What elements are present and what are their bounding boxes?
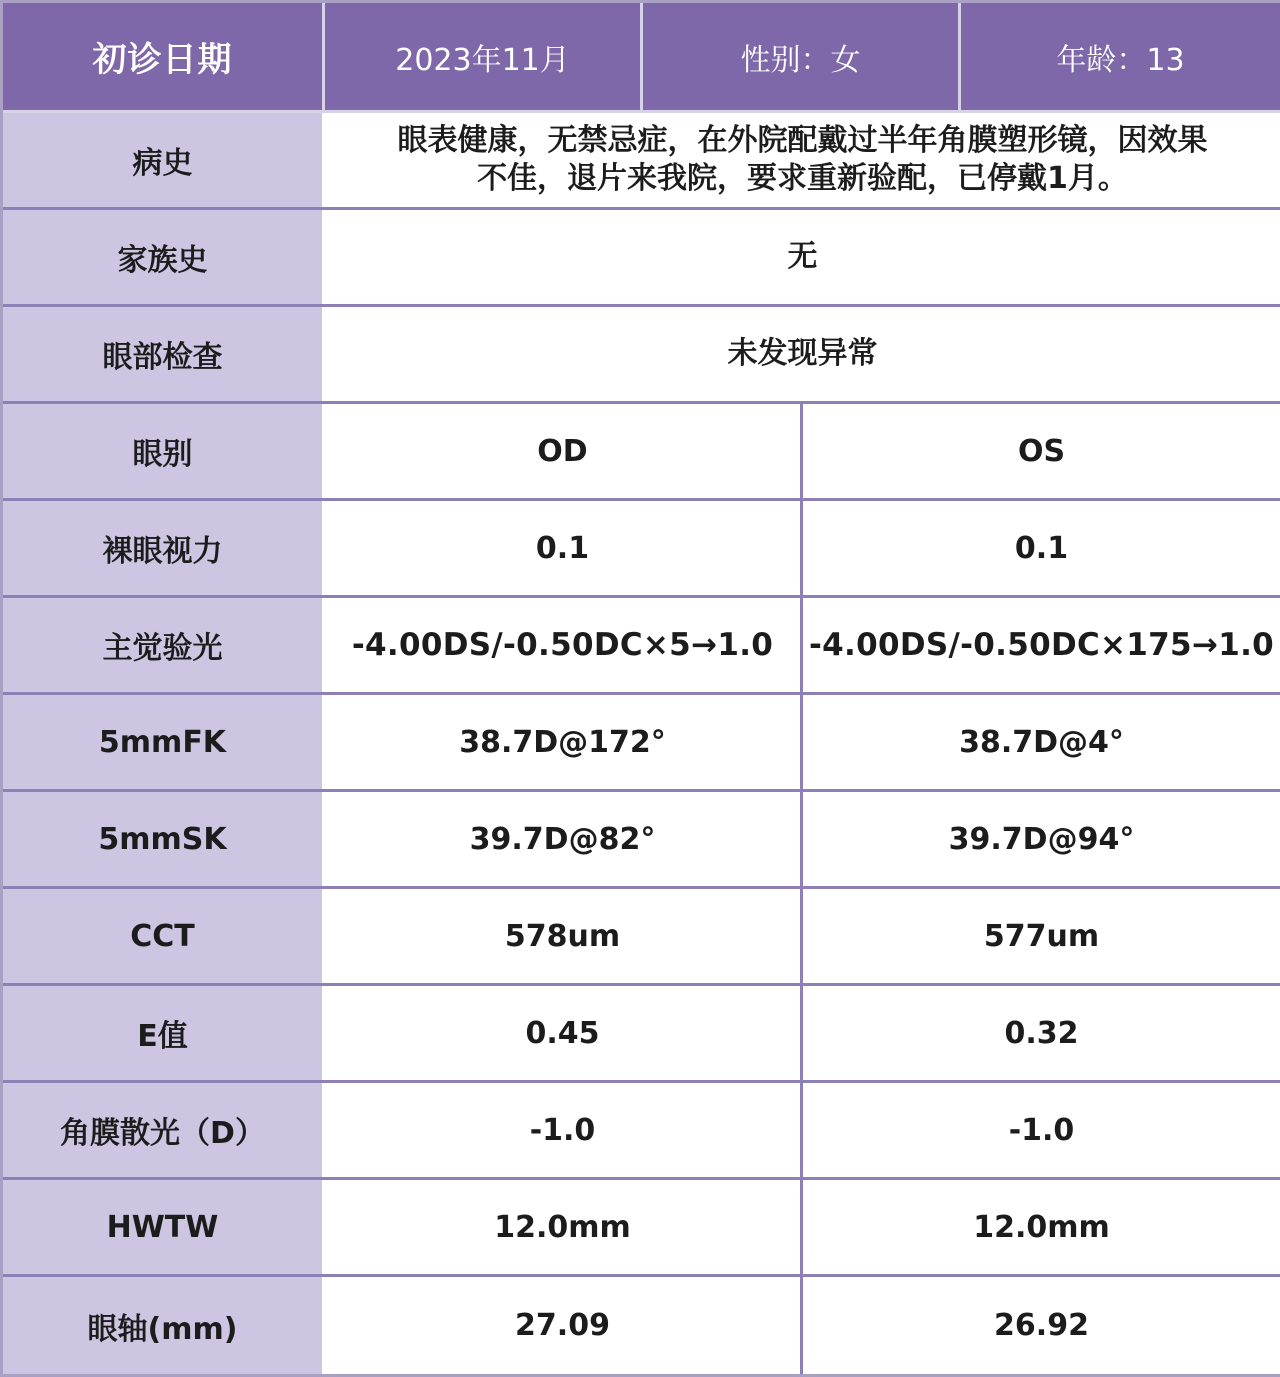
cct-label: CCT xyxy=(3,889,325,983)
naked-vision-os: 0.1 xyxy=(803,501,1280,595)
row-fk xyxy=(3,695,1280,792)
history-line-1: 眼表健康，无禁忌症，在外院配戴过半年角膜塑形镜，因效果 xyxy=(397,123,1208,158)
hwtw-od: 12.0mm xyxy=(325,1180,803,1274)
naked-vision-od: 0.1 xyxy=(325,501,803,595)
subjective-refraction-os: -4.00DS/-0.50DC×175→1.0 xyxy=(803,598,1280,692)
row-sk xyxy=(3,792,1280,889)
history-line-2: 不佳，退片来我院，要求重新验配，已停戴1月。 xyxy=(477,161,1128,196)
gender: 性别：女 xyxy=(643,3,961,113)
age: 年龄：13 xyxy=(961,3,1280,113)
row-e-value xyxy=(3,986,1280,1083)
e-value-od: 0.45 xyxy=(325,986,803,1080)
history-value xyxy=(325,113,1280,207)
table-header xyxy=(3,3,1280,113)
fk-os: 38.7D@4° xyxy=(803,695,1280,789)
history-label: 病史 xyxy=(3,113,325,207)
naked-vision-label: 裸眼视力 xyxy=(3,501,325,595)
subjective-refraction-label: 主觉验光 xyxy=(3,598,325,692)
row-eye-side xyxy=(3,404,1280,501)
row-eye-exam xyxy=(3,307,1280,404)
corneal-astigmatism-os: -1.0 xyxy=(803,1083,1280,1177)
axial-length-label: 眼轴(mm) xyxy=(3,1277,325,1374)
first-visit-date: 2023年11月 xyxy=(325,3,643,113)
fk-label: 5mmFK xyxy=(3,695,325,789)
family-history-value: 无 xyxy=(325,210,1280,304)
row-subjective-refraction xyxy=(3,598,1280,695)
row-axial-length xyxy=(3,1277,1280,1374)
row-hwtw xyxy=(3,1180,1280,1277)
row-cct xyxy=(3,889,1280,986)
row-history xyxy=(3,113,1280,210)
hwtw-label: HWTW xyxy=(3,1180,325,1274)
sk-label: 5mmSK xyxy=(3,792,325,886)
cct-od: 578um xyxy=(325,889,803,983)
first-visit-label: 初诊日期 xyxy=(3,3,325,113)
sk-os: 39.7D@94° xyxy=(803,792,1280,886)
eye-exam-value: 未发现异常 xyxy=(325,307,1280,401)
eye-side-os: OS xyxy=(803,404,1280,498)
subjective-refraction-od: -4.00DS/-0.50DC×5→1.0 xyxy=(325,598,803,692)
e-value-os: 0.32 xyxy=(803,986,1280,1080)
sk-od: 39.7D@82° xyxy=(325,792,803,886)
axial-length-os: 26.92 xyxy=(803,1277,1280,1374)
axial-length-od: 27.09 xyxy=(325,1277,803,1374)
cct-os: 577um xyxy=(803,889,1280,983)
row-corneal-astigmatism xyxy=(3,1083,1280,1180)
corneal-astigmatism-label: 角膜散光（D） xyxy=(3,1083,325,1177)
row-family-history xyxy=(3,210,1280,307)
eye-side-label: 眼别 xyxy=(3,404,325,498)
table-body xyxy=(3,113,1280,1374)
e-value-label: E值 xyxy=(3,986,325,1080)
corneal-astigmatism-od: -1.0 xyxy=(325,1083,803,1177)
row-naked-vision xyxy=(3,501,1280,598)
fk-od: 38.7D@172° xyxy=(325,695,803,789)
eye-side-od: OD xyxy=(325,404,803,498)
family-history-label: 家族史 xyxy=(3,210,325,304)
hwtw-os: 12.0mm xyxy=(803,1180,1280,1274)
eye-exam-label: 眼部检查 xyxy=(3,307,325,401)
